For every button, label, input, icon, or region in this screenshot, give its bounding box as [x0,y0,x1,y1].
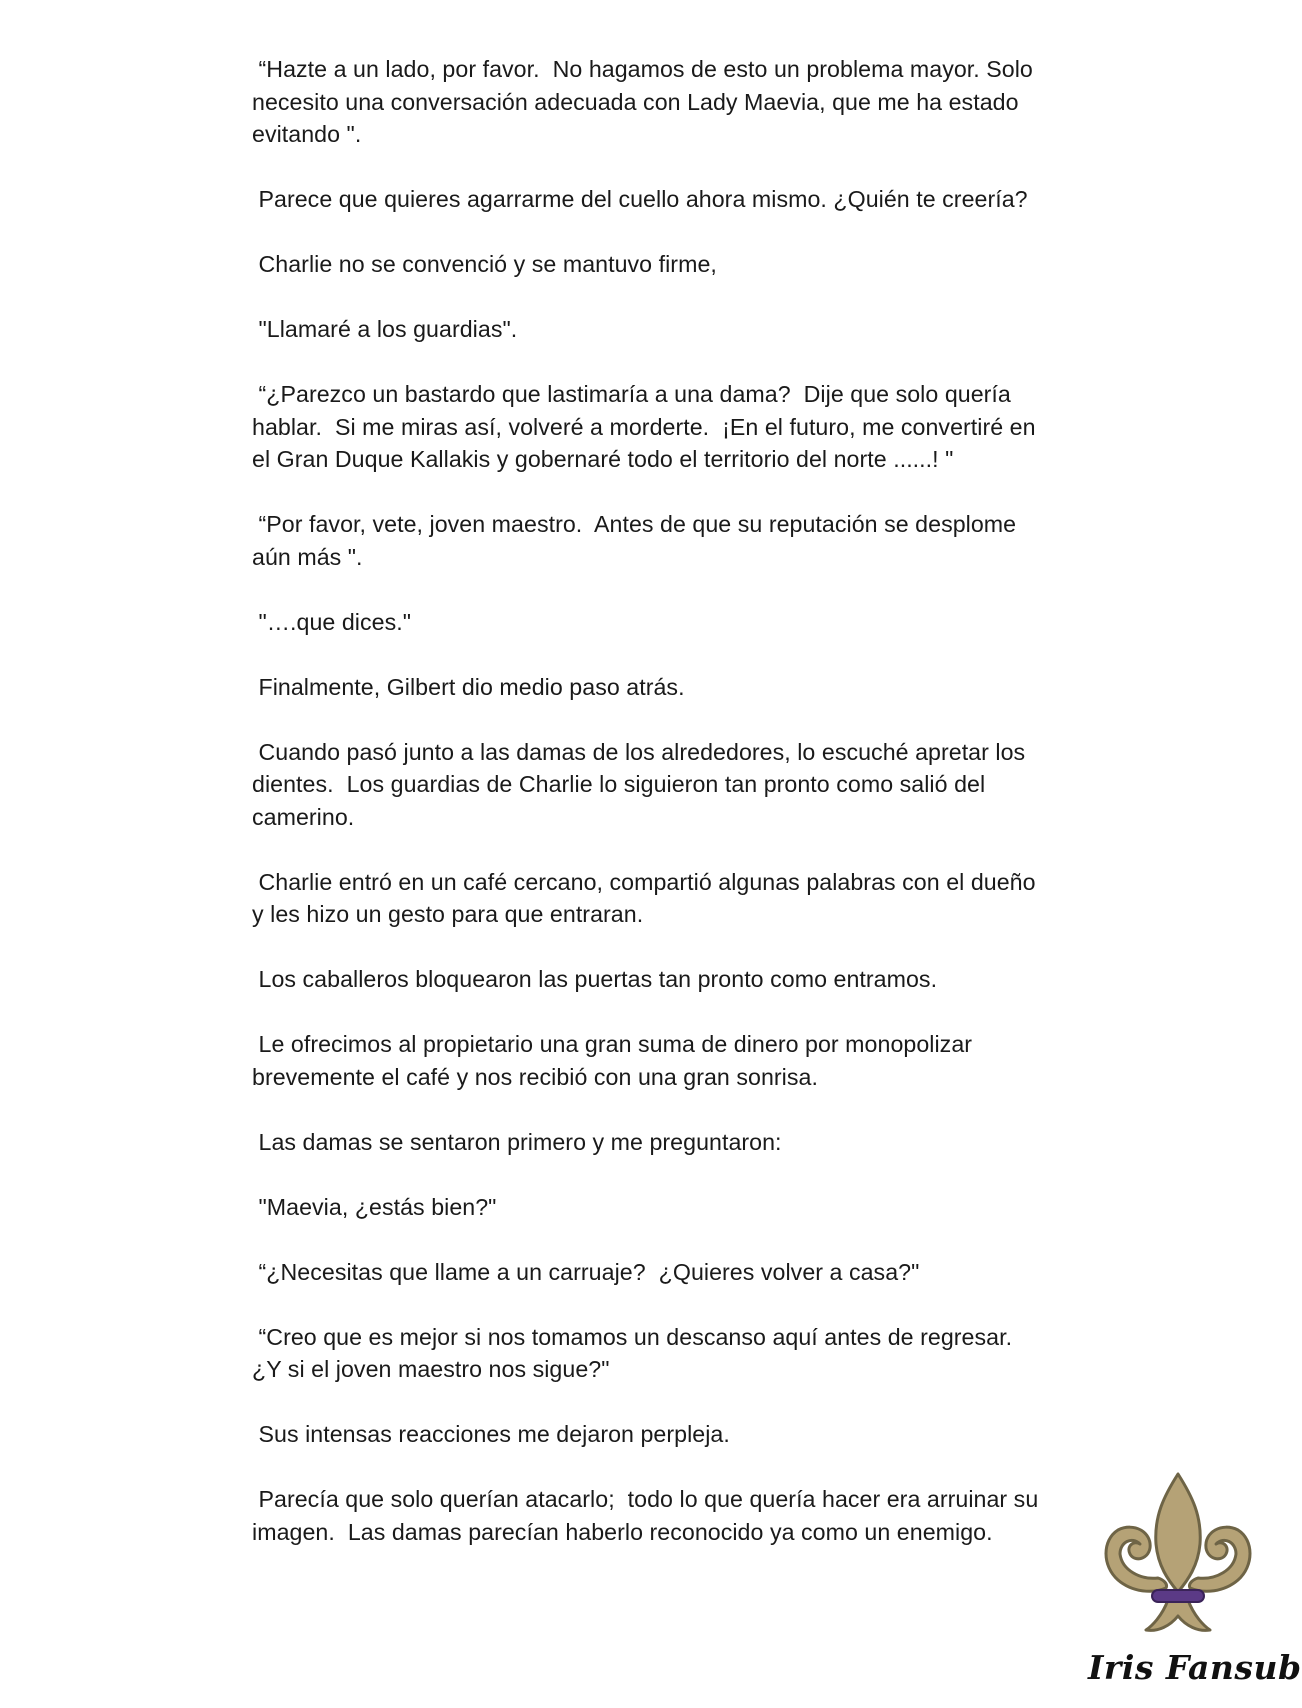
paragraph: Parece que quieres agarrarme del cuello ahora mismo. ¿Quién te creería? [252,186,1028,212]
fleur-de-lis-icon [1088,1466,1268,1646]
paragraph: Las damas se sentaron primero y me preguntaron: [252,1128,782,1155]
paragraph: Charlie no se convenció y se mantuvo firme, [252,251,717,277]
paragraph: Parecía que solo querían atacarlo; todo lo que quería hacer era arruinar su imagen. Las damas parecían haberlo reconocido ya como un enemigo. [252,1486,1045,1545]
paragraph: “Creo que es mejor si nos tomamos un descanso aquí antes de regresar. ¿Y si el joven maestro nos sigue?" [252,1323,1026,1382]
paragraph: Charlie entró en un café cercano, compartió algunas palabras con el dueño y les hizo un gesto para que entraran. [252,868,1043,927]
paragraph: Cuando pasó junto a las damas de los alrededores, lo escuché apretar los dientes. Los guardias de Charlie lo siguieron tan pronto como salió del camerino. [252,738,1032,830]
paragraph: Le ofrecimos al propietario una gran suma de dinero por monopolizar brevemente el café y nos recibió con una gran sonrisa. [252,1031,979,1090]
paragraph: Sus intensas reacciones me dejaron perpleja. [252,1421,730,1447]
paragraph: “¿Parezco un bastardo que lastimaría a una dama? Dije que solo quería hablar. Si me miras así, volveré a morderte. ¡En el futuro, me convertiré en el Gran Duque Kallakis y gobernaré todo el territorio del norte ......! " [252,381,1043,472]
document-body [252,53,1052,1581]
paragraph: “¿Necesitas que llame a un carruaje? ¿Quieres volver a casa?" [252,1258,920,1285]
paragraph: "Llamaré a los guardias". [252,316,518,342]
watermark-logo [1088,1466,1302,1696]
paragraph: “Hazte a un lado, por favor. No hagamos de esto un problema mayor. Solo necesito una conversación adecuada con Lady Maevia, que me ha estado evitando ". [252,56,1040,147]
paragraph: Los caballeros bloquearon las puertas tan pronto como entramos. [252,966,938,992]
watermark-text: Iris Fansub [1088,1648,1302,1687]
paragraph: "….que dices." [252,608,411,635]
paragraph: “Por favor, vete, joven maestro. Antes de que su reputación se desplome aún más ". [252,511,1023,570]
paragraph: Finalmente, Gilbert dio medio paso atrás. [252,673,685,700]
paragraph: "Maevia, ¿estás bien?" [252,1193,497,1220]
